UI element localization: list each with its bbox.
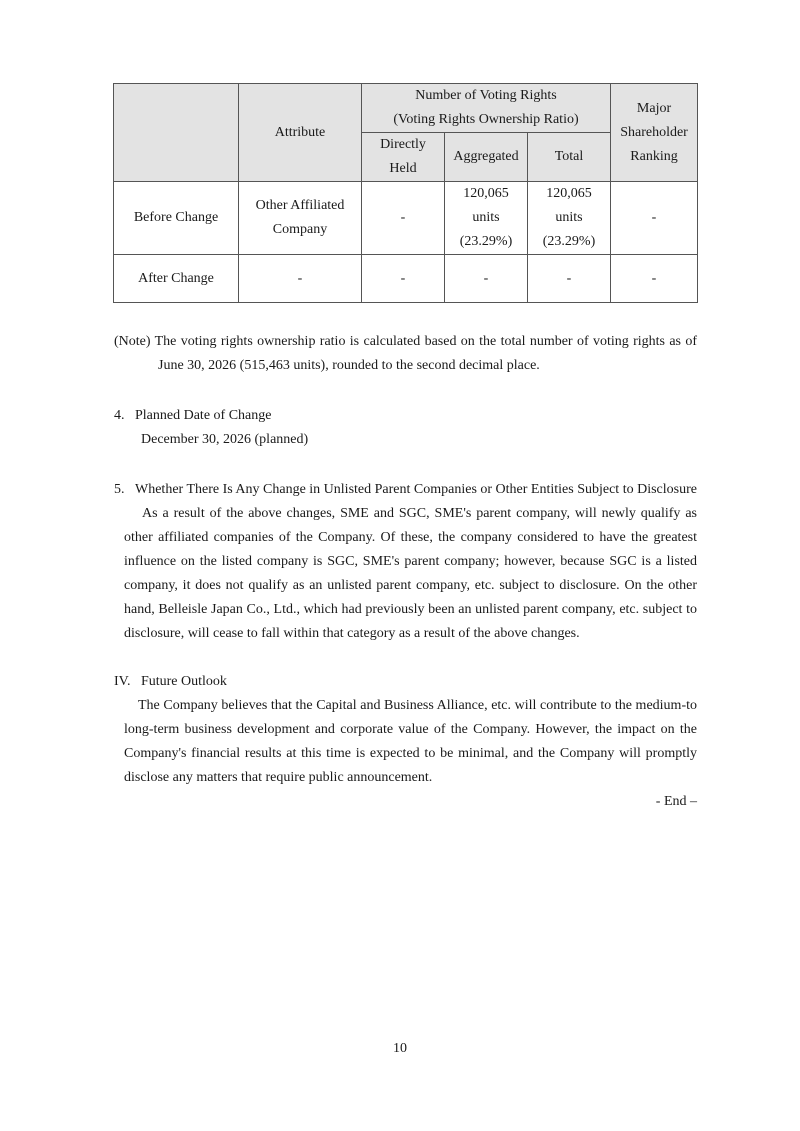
section4-body: December 30, 2026 (planned) [141,432,309,447]
cell-attribute: - [239,255,362,303]
cell-ranking: - [611,182,698,255]
cell-aggregated [445,182,528,255]
table-row [114,255,698,303]
page-number: 10 [393,1041,407,1056]
end-marker: - End – [655,794,697,809]
ratio-note [114,330,697,378]
cell-total-unit: units [555,210,583,225]
header-voting-rights-line1: Number of Voting Rights [415,88,557,103]
section-unlisted-parent-change [114,478,697,646]
cell-aggregated: - [445,255,528,303]
sectionIV-heading: IV. Future Outlook [114,674,227,689]
header-voting-rights-group [362,84,611,133]
header-empty-cell [114,84,239,182]
header-aggregated: Aggregated [445,133,528,182]
cell-directly-held: - [362,182,445,255]
header-directly-held-text: Directly Held [380,137,426,176]
cell-ranking: - [611,255,698,303]
header-voting-rights-line2: (Voting Rights Ownership Ratio) [393,112,579,127]
voting-rights-table [113,83,698,303]
section-planned-date [114,404,308,452]
cell-aggregated-ratio: (23.29%) [459,234,513,249]
cell-total: - [528,255,611,303]
header-directly-held [362,133,445,182]
row-label-after-change: After Change [114,255,239,303]
table-row [114,182,698,255]
section4-heading: 4. Planned Date of Change [114,408,272,423]
cell-total-ratio: (23.29%) [542,234,596,249]
cell-aggregated-value: 120,065 [463,186,509,201]
header-total: Total [528,133,611,182]
cell-attribute-text: Other Affiliated Company [255,198,345,237]
cell-directly-held: - [362,255,445,303]
header-ranking-text: Major Shareholder Ranking [620,100,688,164]
cell-attribute [239,182,362,255]
header-attribute: Attribute [239,84,362,182]
section-future-outlook [114,670,697,814]
row-label-before-change: Before Change [114,182,239,255]
section5-body: As a result of the above changes, SME and SGC, SME's parent company, will newly qualify as other affiliated companies of the Company. Of these, the company considered to have the greatest influence on the listed company is SGC, SME's parent company; however, because SGC is a listed company, it does not qualify as an unlisted parent company, etc. subject to disclosure. On the other hand, Belleisle Japan Co., Ltd., which had previously been an unlisted parent company, etc. subject to disclosure, will cease to fall within that category as a result of the above changes. [124,506,697,641]
cell-total-value: 120,065 [546,186,592,201]
note-line2: June 30, 2026 (515,463 units), rounded to the second decimal place. [158,358,540,373]
cell-aggregated-unit: units [472,210,500,225]
section5-heading: 5. Whether There Is Any Change in Unlisted Parent Companies or Other Entities Subject to Disclosure [114,482,697,497]
note-line1: (Note) The voting rights ownership ratio is calculated based on the total number of voting rights as of [114,334,697,349]
header-major-shareholder-ranking [611,84,698,182]
cell-total [528,182,611,255]
sectionIV-body: The Company believes that the Capital and Business Alliance, etc. will contribute to the medium-to long-term business development and corporate value of the Company. However, the impact on the Company's financial results at this time is expected to be minimal, and the Company will promptly disclose any matters that require public announcement. [124,698,697,785]
